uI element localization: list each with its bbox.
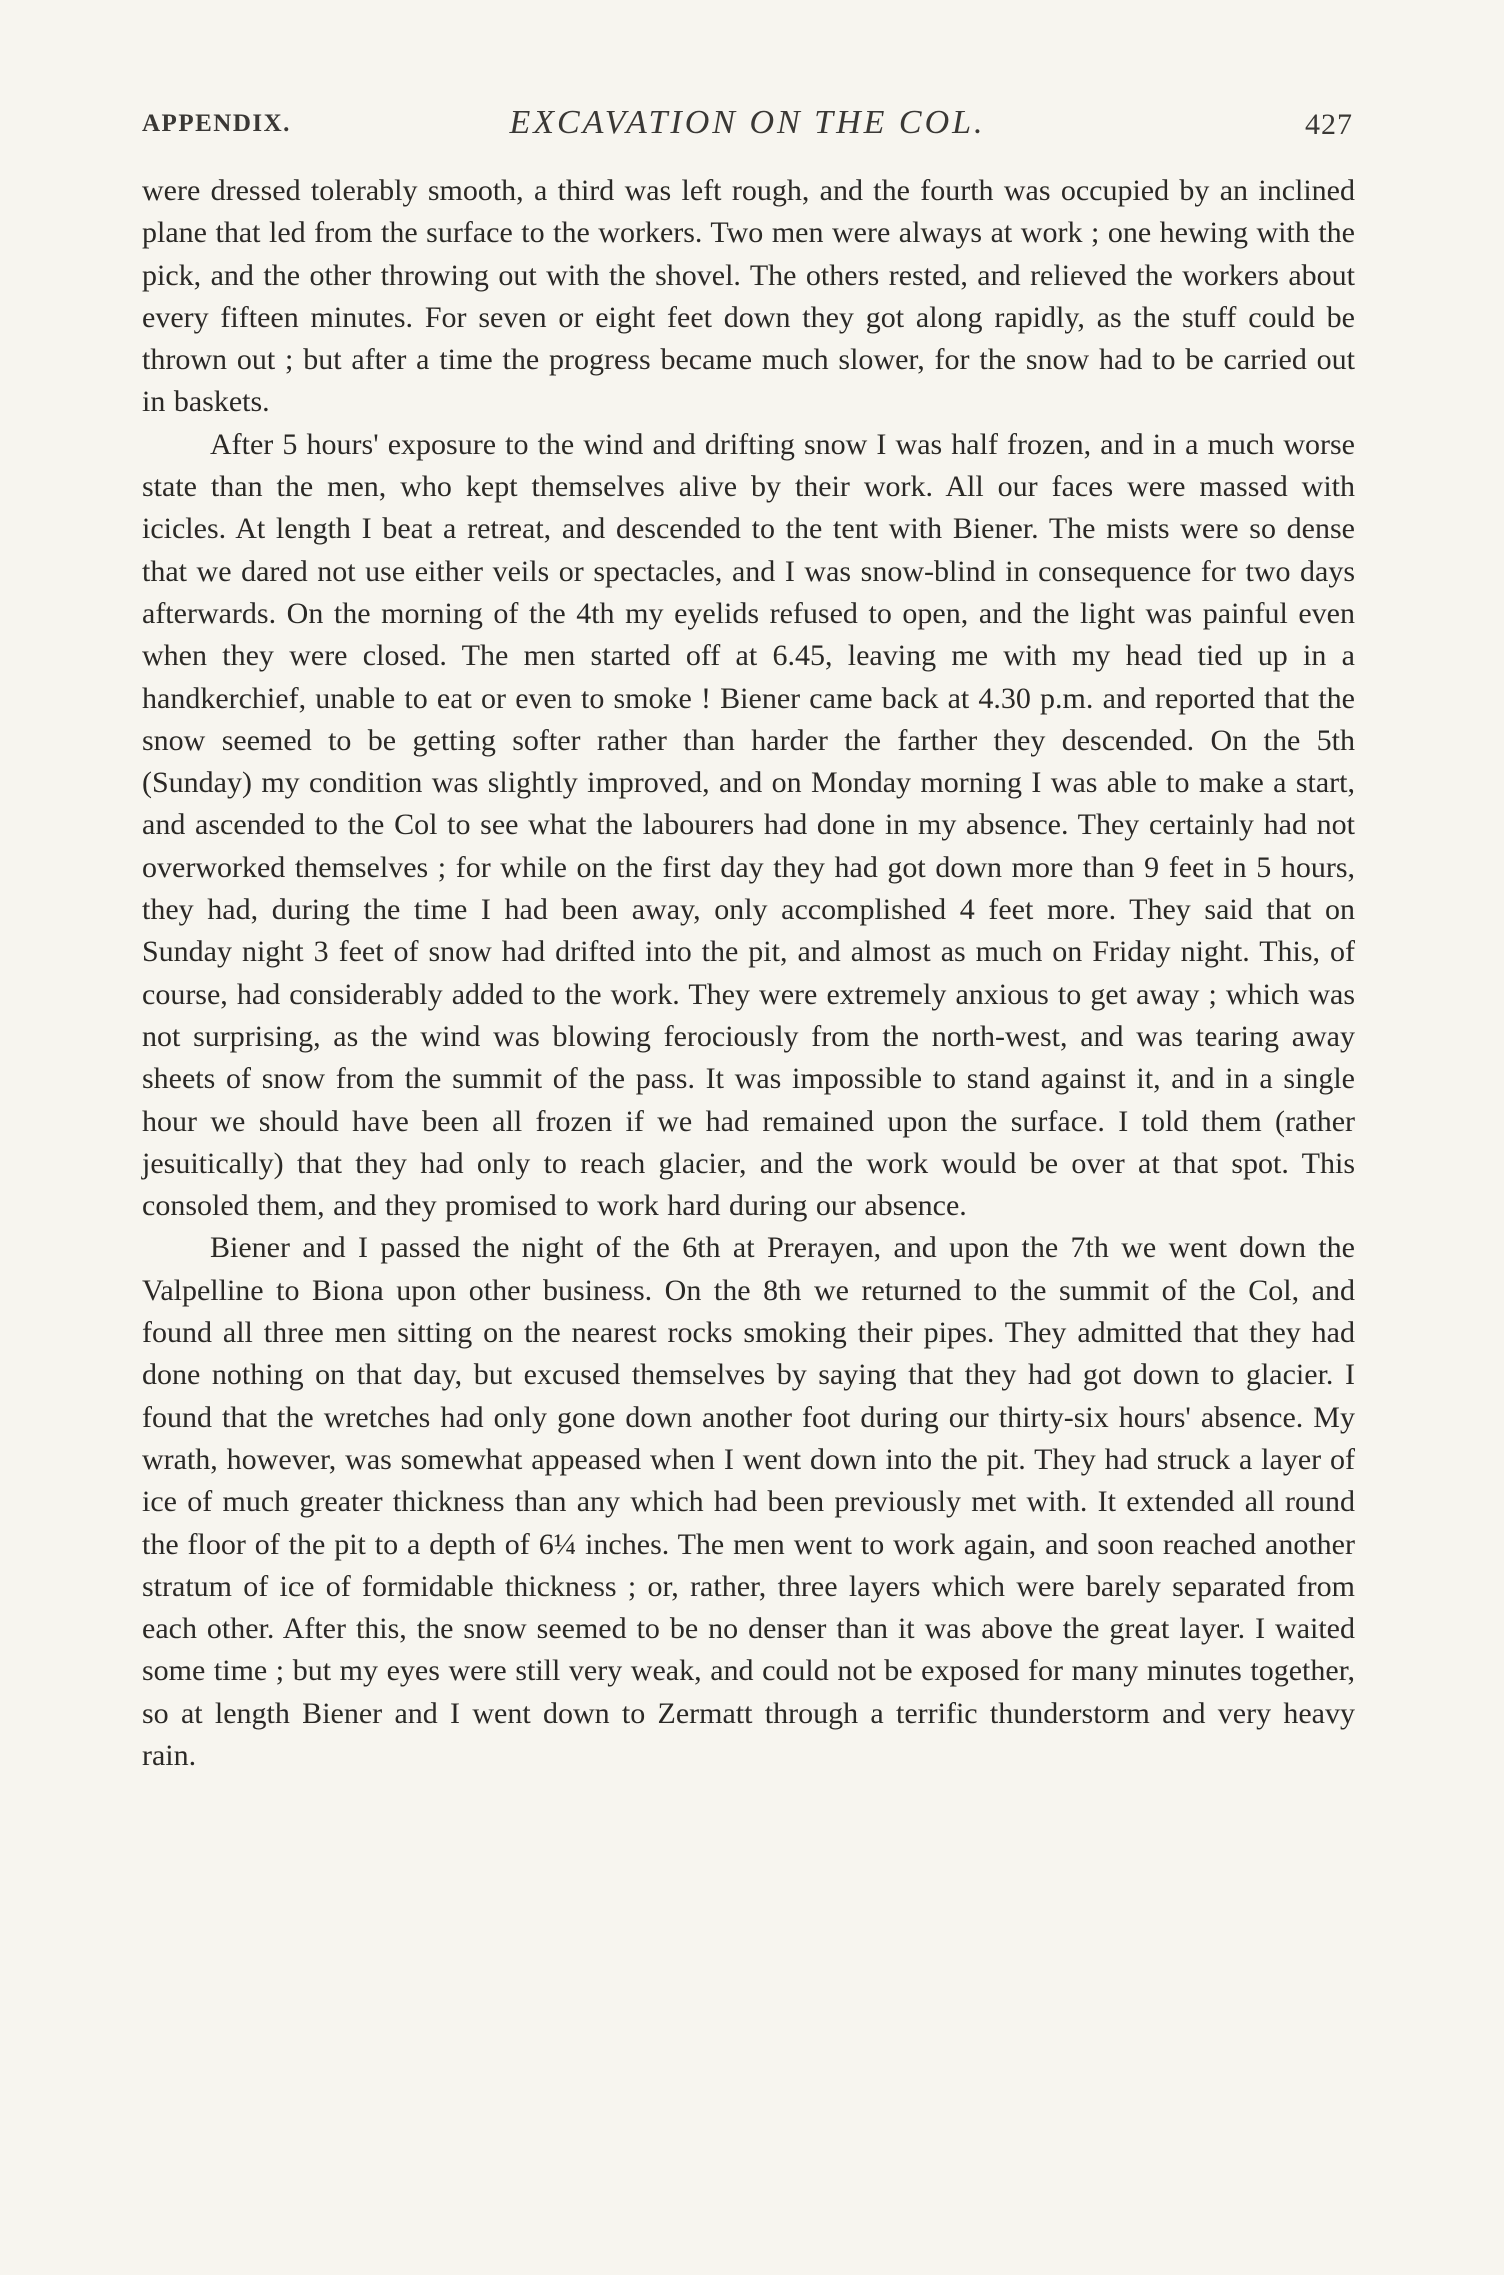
paragraph-exposure: After 5 hours' exposure to the wind and drifting snow I was half frozen, and in a much worse state than the men, who kept themselves alive by their work. All our faces were massed with icicles. At length I beat a retreat, and descended to the tent with Biener. The mists were so dense that we dared not use either veils or spectacles, and I was snow-blind in consequence for two days afterwards. On the morning of the 4th my eyelids refused to open, and the light was painful even when they were closed. The men started off at 6.45, leaving me with my head tied up in a handkerchief, unable to eat or even to smoke ! Biener came back at 4.30 p.m. and reported that the snow seemed to be getting softer rather than harder the farther they descended. On the 5th (Sunday) my condition was slightly improved, and on Monday morning I was able to make a start, and ascended to the Col to see what the labourers had done in my absence. They certainly had not overworked themselves ; for while on the first day they had got down more than 9 feet in 5 hours, they had, during the time I had been away, only accomplished 4 feet more. They said that on Sunday night 3 feet of snow had drifted into the pit, and almost as much on Friday night. This, of course, had considerably added to the work. They were extremely anxious to get away ; which was not surprising, as the wind was blowing ferociously from the north-west, and was tearing away sheets of snow from the summit of the pass. It was impossible to stand against it, and in a single hour we should have been all frozen if we had remained upon the surface. I told them (rather jesuitically) that they had only to reach glacier, and the work would be over at that spot. This consoled them, and they promised to work hard during our absence. xyxy=(142,427,1355,1223)
page-number: 427 xyxy=(1305,108,1353,141)
header-section-label: APPENDIX. xyxy=(142,110,291,137)
body-text xyxy=(142,170,1355,1777)
running-header xyxy=(142,104,1353,150)
header-chapter-title: EXCAVATION ON THE COL. xyxy=(509,104,986,141)
paragraph-prerayen: Biener and I passed the night of the 6th at Prerayen, and upon the 7th we went down the Valpelline to Biona upon other business. On the 8th we returned to the summit of the Col, and found all three men sitting on the nearest rocks smoking their pipes. They admitted that they had done nothing on that day, but excused themselves by saying that they had got down to glacier. I found that the wretches had only gone down another foot during our thirty-six hours' absence. My wrath, however, was somewhat appeased when I went down into the pit. They had struck a layer of ice of much greater thickness than any which had been previously met with. It extended all round the floor of the pit to a depth of 6¼ inches. The men went to work again, and soon reached another stratum of ice of formidable thickness ; or, rather, three layers which were barely separated from each other. After this, the snow seemed to be no denser than it was above the great layer. I waited some time ; but my eyes were still very weak, and could not be exposed for many minutes together, so at length Biener and I went down to Zermatt through a terrific thunderstorm and very heavy rain. xyxy=(142,1231,1355,1772)
paragraph-continued: were dressed tolerably smooth, a third was left rough, and the fourth was occupied by an inclined plane that led from the surface to the workers. Two men were always at work ; one hewing with the pick, and the other throwing out with the shovel. The others rested, and relieved the workers about every fifteen minutes. For seven or eight feet down they got along rapidly, as the stuff could be thrown out ; but after a time the progress became much slower, for the snow had to be carried out in baskets. xyxy=(142,174,1355,419)
